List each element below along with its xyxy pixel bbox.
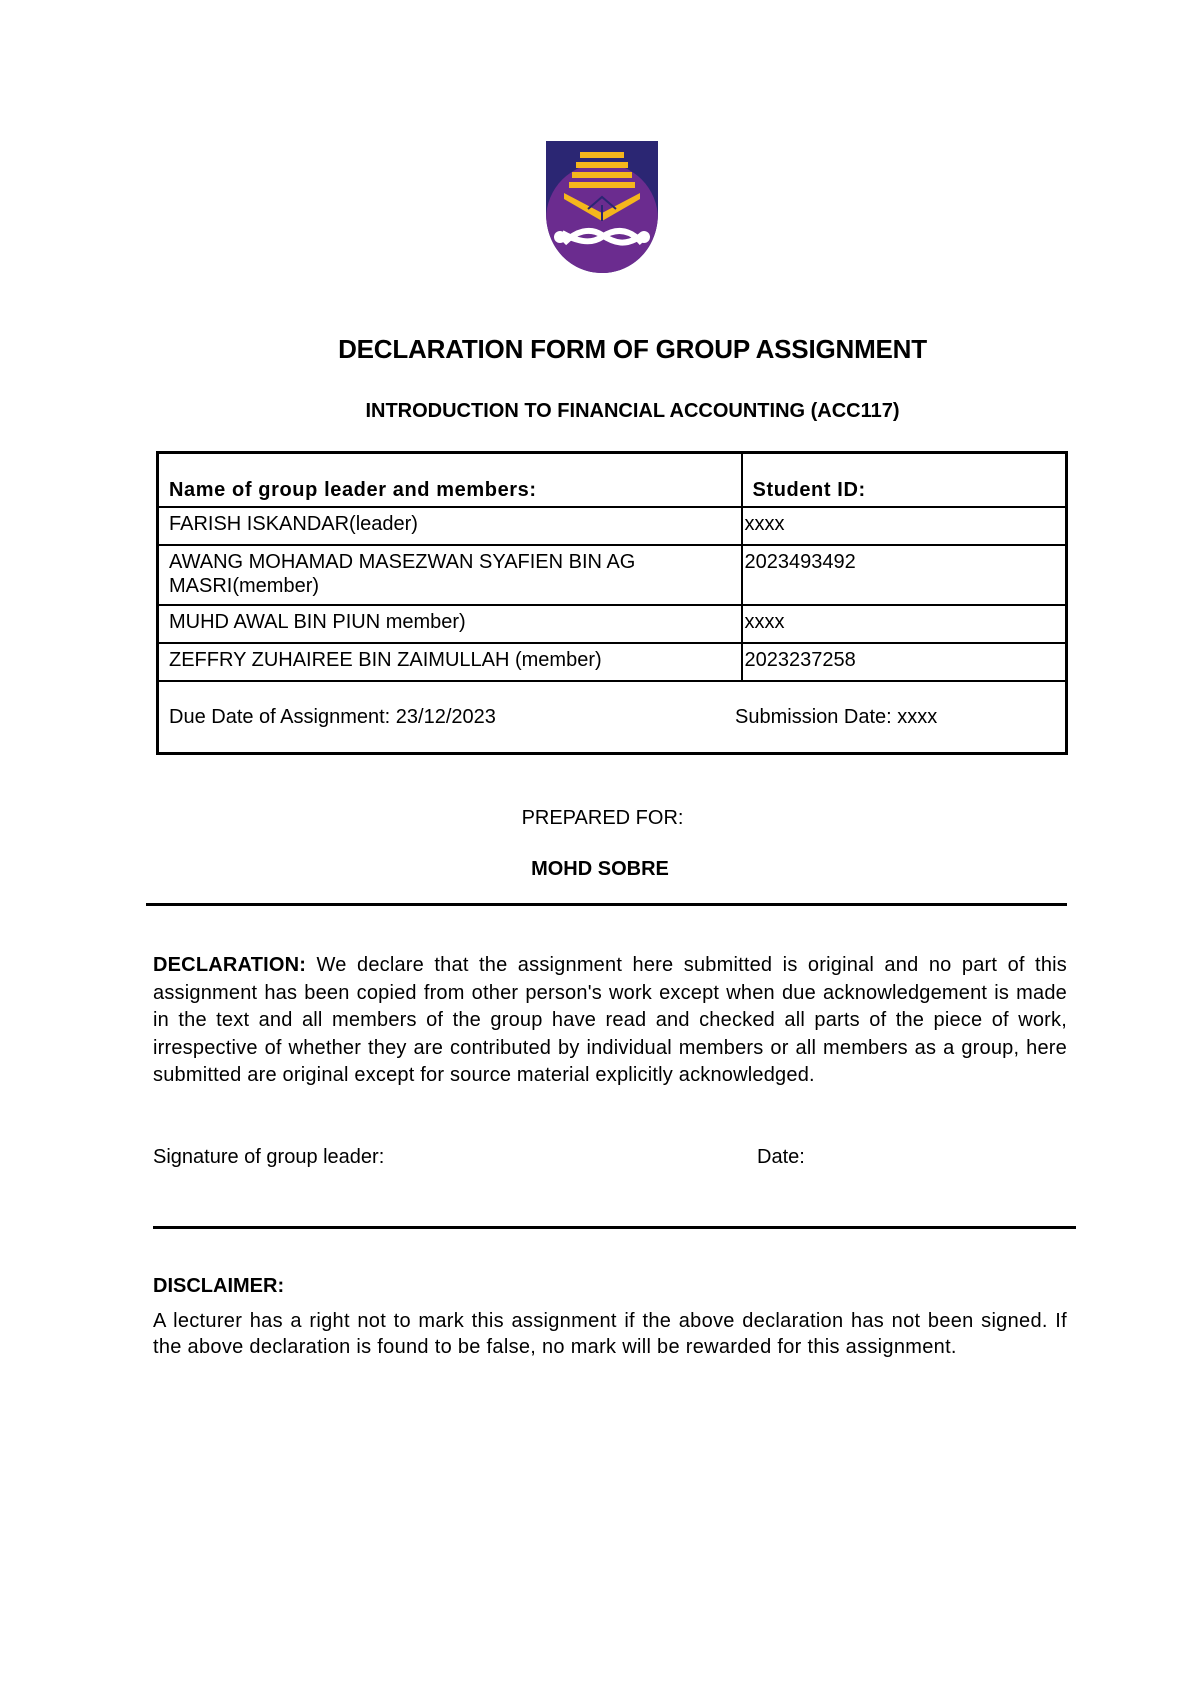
student-id: xxxx xyxy=(742,507,1067,545)
member-name: FARISH ISKANDAR(leader) xyxy=(158,507,742,545)
lecturer-name: MOHD SOBRE xyxy=(531,858,669,880)
student-id: 2023493492 xyxy=(742,545,1067,605)
disclaimer-text: A lecturer has a right not to mark this assignment if the above declaration has not been signed. If the above declaration is found to be false, no mark will be rewarded for this assignment. xyxy=(153,1310,1067,1358)
declaration-text: We declare that the assignment here submitted is original and no part of this assignment has been copied from other person's work except when due acknowledgement is made in the text and all members of the group have read and checked all parts of the piece of work, irrespective of whether they are contributed by individual members or all members as a group, here submitted are original except for source material explicitly acknowledged. xyxy=(153,954,1067,1087)
table-row xyxy=(158,643,1067,681)
course-title: INTRODUCTION TO FINANCIAL ACCOUNTING (ACC117) xyxy=(365,400,900,422)
declaration-label: DECLARATION: xyxy=(153,954,307,976)
table-row xyxy=(158,507,1067,545)
student-id: 2023237258 xyxy=(742,643,1067,681)
student-id-column-header: Student ID: xyxy=(742,453,1067,508)
divider xyxy=(146,903,1067,906)
divider xyxy=(153,1226,1076,1229)
date-label: Date: xyxy=(757,1146,805,1168)
group-members-table xyxy=(156,451,1068,755)
dates-container xyxy=(169,705,1055,729)
university-crest-icon xyxy=(546,141,658,273)
member-name: ZEFFRY ZUHAIREE BIN ZAIMULLAH (member) xyxy=(158,643,742,681)
table-header-row xyxy=(158,453,1067,508)
name-column-header: Name of group leader and members: xyxy=(158,453,742,508)
declaration-paragraph xyxy=(153,952,1067,1090)
dates-row xyxy=(158,681,1067,754)
member-name: AWANG MOHAMAD MASEZWAN SYAFIEN BIN AG MASRI(member) xyxy=(158,545,742,605)
page-title: DECLARATION FORM OF GROUP ASSIGNMENT xyxy=(338,334,927,364)
prepared-for-label: PREPARED FOR: xyxy=(521,807,684,829)
table-row xyxy=(158,605,1067,643)
signature-label: Signature of group leader: xyxy=(153,1146,385,1168)
table-row xyxy=(158,545,1067,605)
submission-date: Submission Date: xxxx xyxy=(735,706,938,728)
student-id: xxxx xyxy=(742,605,1067,643)
member-name: MUHD AWAL BIN PIUN member) xyxy=(158,605,742,643)
due-date: Due Date of Assignment: 23/12/2023 xyxy=(169,706,496,728)
disclaimer-title: DISCLAIMER: xyxy=(153,1275,285,1297)
